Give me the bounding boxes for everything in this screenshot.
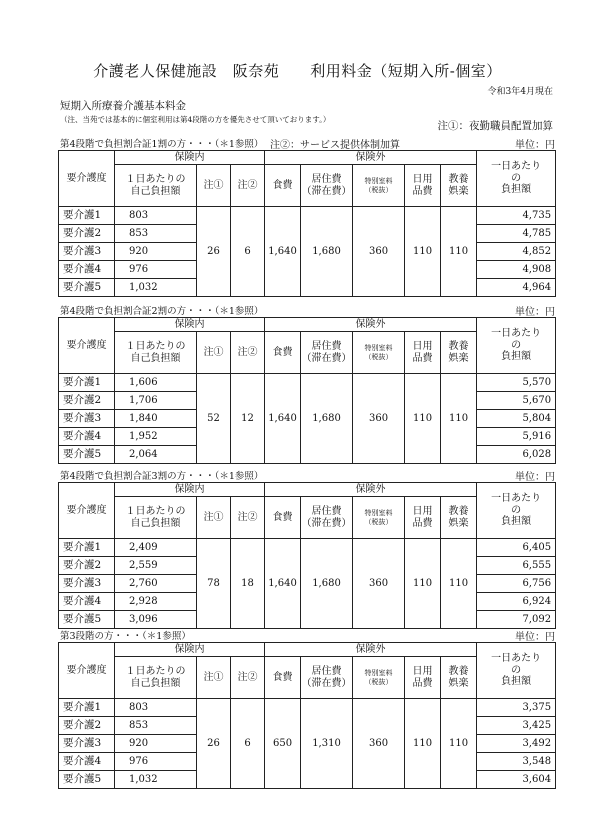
care-level: 要介護4: [59, 428, 115, 446]
header-note1: 注①: [197, 332, 231, 374]
care-level: 要介護1: [59, 207, 115, 225]
header-note2: 注②: [231, 332, 265, 374]
daily-total-value: 4,908: [477, 261, 556, 279]
header-culture: 教養 娯楽: [441, 165, 477, 207]
daily-total-value: 6,756: [477, 575, 556, 593]
care-level: 要介護3: [59, 410, 115, 428]
header-daily: 日用 品費: [405, 165, 441, 207]
daily-total-value: 5,804: [477, 410, 556, 428]
header-insured: 保険内: [115, 151, 265, 165]
daily-value: 110: [405, 207, 441, 297]
section-caption: 第3段階の方・・・（＊1参照）: [60, 631, 191, 642]
header-uninsured: 保険外: [265, 151, 477, 165]
care-level: 要介護4: [59, 593, 115, 611]
header-meal: 食費: [265, 497, 301, 539]
stay-value: 1,680: [301, 207, 353, 297]
header-room: 特別室料 （税抜）: [353, 497, 405, 539]
table-row: [59, 374, 556, 392]
header-room: 特別室料 （税抜）: [353, 657, 405, 699]
header-note1: 注①: [197, 497, 231, 539]
meal-value: 1,640: [265, 374, 301, 464]
self-pay-value: 1,706: [115, 392, 197, 410]
table-row: [59, 699, 556, 717]
care-level: 要介護3: [59, 735, 115, 753]
self-pay-value: 2,760: [115, 575, 197, 593]
room-value: 360: [353, 699, 405, 789]
note2-value: 18: [231, 539, 265, 629]
header-stay: 居住費 （滞在費）: [301, 332, 353, 374]
care-level: 要介護5: [59, 611, 115, 629]
care-level: 要介護5: [59, 771, 115, 789]
culture-value: 110: [441, 374, 477, 464]
header-level: 要介護度: [59, 151, 115, 207]
header-self-pay: １日あたりの 自己負担額: [115, 332, 197, 374]
header-stay: 居住費 （滞在費）: [301, 165, 353, 207]
self-pay-value: 1,606: [115, 374, 197, 392]
daily-total-value: 7,092: [477, 611, 556, 629]
meal-value: 1,640: [265, 207, 301, 297]
room-value: 360: [353, 539, 405, 629]
daily-value: 110: [405, 699, 441, 789]
note1-value: 26: [197, 207, 231, 297]
care-level: 要介護2: [59, 717, 115, 735]
header-room: 特別室料 （税抜）: [353, 332, 405, 374]
stay-value: 1,310: [301, 699, 353, 789]
self-pay-value: 1,952: [115, 428, 197, 446]
daily-total-value: 6,405: [477, 539, 556, 557]
header-level: 要介護度: [59, 318, 115, 374]
subtitle: 短期入所療養介護基本料金: [60, 100, 186, 112]
stay-value: 1,680: [301, 374, 353, 464]
unit-label: 単位：円: [515, 472, 555, 483]
daily-total-value: 6,555: [477, 557, 556, 575]
note2-value: 6: [231, 207, 265, 297]
header-stay: 居住費 （滞在費）: [301, 657, 353, 699]
header-meal: 食費: [265, 332, 301, 374]
note-2: 注②：サービス提供体制加算: [270, 140, 400, 151]
self-pay-value: 2,409: [115, 539, 197, 557]
daily-total-value: 3,604: [477, 771, 556, 789]
meal-value: 650: [265, 699, 301, 789]
care-level: 要介護1: [59, 374, 115, 392]
daily-total-value: 4,852: [477, 243, 556, 261]
room-value: 360: [353, 207, 405, 297]
header-total: 一日あたり の 負担額: [477, 318, 556, 374]
self-pay-value: 920: [115, 243, 197, 261]
header-daily: 日用 品費: [405, 497, 441, 539]
header-total: 一日あたり の 負担額: [477, 151, 556, 207]
header-self-pay: １日あたりの 自己負担額: [115, 497, 197, 539]
care-level: 要介護5: [59, 279, 115, 297]
stay-value: 1,680: [301, 539, 353, 629]
table-row: [59, 207, 556, 225]
daily-total-value: 3,425: [477, 717, 556, 735]
header-insured: 保険内: [115, 483, 265, 497]
unit-label: 単位：円: [515, 307, 555, 318]
self-pay-value: 976: [115, 261, 197, 279]
header-note2: 注②: [231, 657, 265, 699]
header-uninsured: 保険外: [265, 318, 477, 332]
header-meal: 食費: [265, 657, 301, 699]
header-note2: 注②: [231, 497, 265, 539]
header-culture: 教養 娯楽: [441, 497, 477, 539]
header-note1: 注①: [197, 165, 231, 207]
daily-value: 110: [405, 374, 441, 464]
culture-value: 110: [441, 539, 477, 629]
note1-value: 52: [197, 374, 231, 464]
section-caption: 第4段階で負担割合証1割の方・・・（＊1参照）: [60, 139, 264, 150]
daily-total-value: 5,670: [477, 392, 556, 410]
care-level: 要介護2: [59, 557, 115, 575]
section-caption: 第4段階で負担割合証2割の方・・・（＊1参照）: [60, 306, 264, 317]
daily-total-value: 5,570: [477, 374, 556, 392]
self-pay-value: 2,928: [115, 593, 197, 611]
header-note1: 注①: [197, 657, 231, 699]
header-insured: 保険内: [115, 318, 265, 332]
care-level: 要介護3: [59, 575, 115, 593]
note1-value: 26: [197, 699, 231, 789]
self-pay-value: 920: [115, 735, 197, 753]
care-level: 要介護5: [59, 446, 115, 464]
table-row: [59, 539, 556, 557]
self-pay-value: 1,840: [115, 410, 197, 428]
care-level: 要介護1: [59, 539, 115, 557]
fee-table: [58, 317, 556, 464]
priority-note: （注、当苑では基本的に個室利用は第4段階の方を優先させて頂いております。）: [60, 115, 331, 124]
page-title: 介護老人保健施設 阪奈苑 利用料金（短期入所-個室）: [93, 62, 502, 80]
header-culture: 教養 娯楽: [441, 332, 477, 374]
note1-value: 78: [197, 539, 231, 629]
self-pay-value: 976: [115, 753, 197, 771]
note2-value: 6: [231, 699, 265, 789]
self-pay-value: 1,032: [115, 771, 197, 789]
self-pay-value: 803: [115, 699, 197, 717]
header-daily: 日用 品費: [405, 657, 441, 699]
header-total: 一日あたり の 負担額: [477, 483, 556, 539]
room-value: 360: [353, 374, 405, 464]
header-total: 一日あたり の 負担額: [477, 643, 556, 699]
self-pay-value: 853: [115, 225, 197, 243]
header-level: 要介護度: [59, 483, 115, 539]
daily-total-value: 3,375: [477, 699, 556, 717]
self-pay-value: 3,096: [115, 611, 197, 629]
header-daily: 日用 品費: [405, 332, 441, 374]
daily-total-value: 3,492: [477, 735, 556, 753]
note-1: 注①：夜勤職員配置加算: [437, 120, 553, 132]
header-level: 要介護度: [59, 643, 115, 699]
header-stay: 居住費 （滞在費）: [301, 497, 353, 539]
self-pay-value: 2,064: [115, 446, 197, 464]
care-level: 要介護2: [59, 392, 115, 410]
daily-total-value: 4,735: [477, 207, 556, 225]
header-note2: 注②: [231, 165, 265, 207]
care-level: 要介護1: [59, 699, 115, 717]
care-level: 要介護3: [59, 243, 115, 261]
daily-total-value: 6,028: [477, 446, 556, 464]
daily-total-value: 3,548: [477, 753, 556, 771]
note2-value: 12: [231, 374, 265, 464]
care-level: 要介護2: [59, 225, 115, 243]
daily-total-value: 4,785: [477, 225, 556, 243]
meal-value: 1,640: [265, 539, 301, 629]
culture-value: 110: [441, 699, 477, 789]
fee-table: [58, 482, 556, 629]
header-uninsured: 保険外: [265, 643, 477, 657]
care-level: 要介護4: [59, 753, 115, 771]
self-pay-value: 2,559: [115, 557, 197, 575]
self-pay-value: 803: [115, 207, 197, 225]
daily-total-value: 4,964: [477, 279, 556, 297]
header-self-pay: １日あたりの 自己負担額: [115, 657, 197, 699]
self-pay-value: 853: [115, 717, 197, 735]
daily-value: 110: [405, 539, 441, 629]
care-level: 要介護4: [59, 261, 115, 279]
unit-label: 単位：円: [515, 140, 555, 151]
fee-table: [58, 150, 556, 297]
daily-total-value: 5,916: [477, 428, 556, 446]
section-caption: 第4段階で負担割合証3割の方・・・（＊1参照）: [60, 471, 264, 482]
header-room: 特別室料 （税抜）: [353, 165, 405, 207]
daily-total-value: 6,924: [477, 593, 556, 611]
header-meal: 食費: [265, 165, 301, 207]
self-pay-value: 1,032: [115, 279, 197, 297]
header-culture: 教養 娯楽: [441, 657, 477, 699]
culture-value: 110: [441, 207, 477, 297]
header-insured: 保険内: [115, 643, 265, 657]
fee-table: [58, 642, 556, 789]
unit-label: 単位：円: [515, 632, 555, 643]
as-of-date: 令和3年4月現在: [487, 87, 553, 97]
header-uninsured: 保険外: [265, 483, 477, 497]
header-self-pay: １日あたりの 自己負担額: [115, 165, 197, 207]
